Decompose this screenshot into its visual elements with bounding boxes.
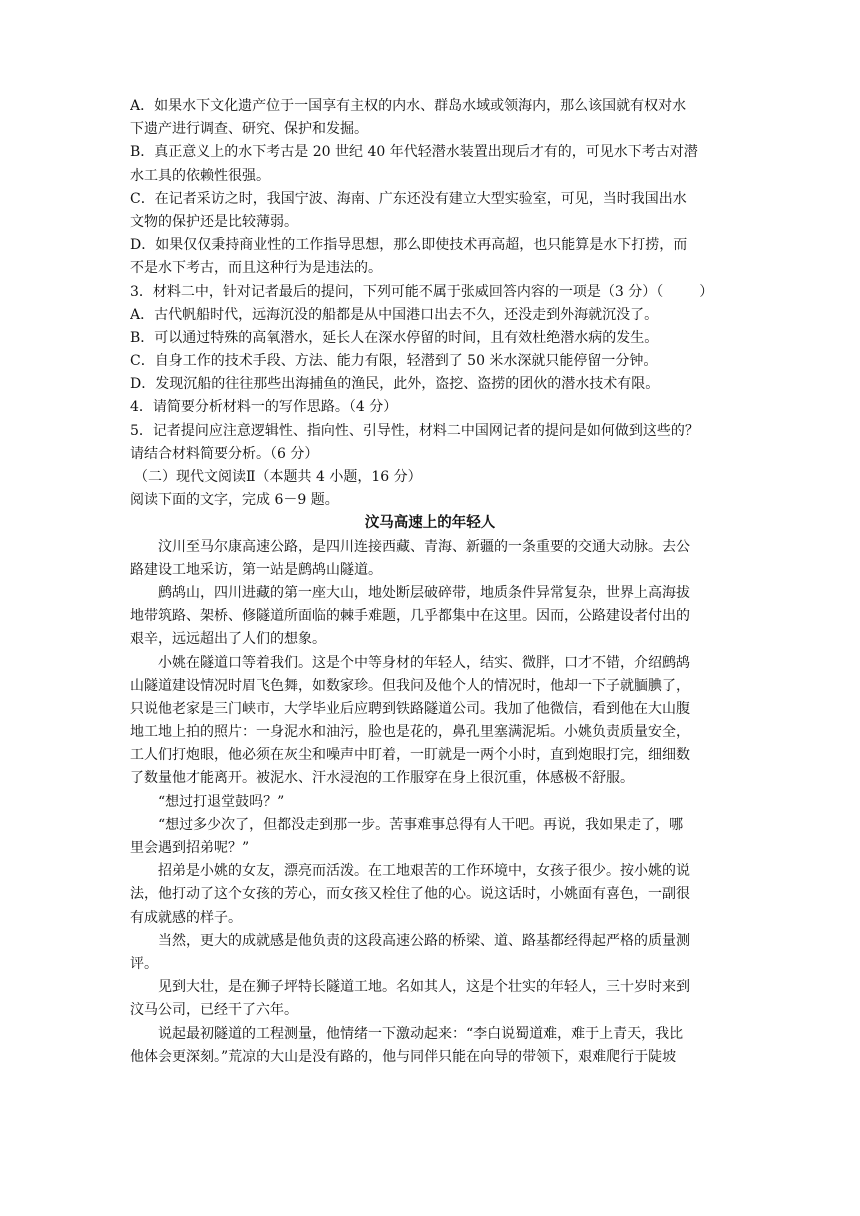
paragraph-6-line-3: 有成就感的样子。: [130, 909, 242, 926]
question-3-option-d: D．发现沉船的往往那些出海捕鱼的渔民，此外，盗挖、盗捞的团伙的潜水技术有限。: [130, 376, 660, 393]
option-d-line-1: D．如果仅仅秉持商业性的工作指导思想，那么即使技术再高超，也只能算是水下打捞，而: [130, 237, 688, 254]
paragraph-3-line-3: 只说他老家是三门峡市，大学毕业后应聘到铁路隧道公司。我加了他微信，看到他在大山腹: [130, 700, 690, 717]
paragraph-1-line-2: 路建设工地采访，第一站是鹧鸪山隧道。: [130, 561, 382, 578]
paragraph-2-line-1: 鹧鸪山，四川进藏的第一座大山，地处断层破碎带，地质条件异常复杂，世界上高海拔: [158, 584, 690, 601]
paragraph-2-line-3: 艰辛，远远超出了人们的想象。: [130, 631, 326, 648]
question-3-close: ）: [699, 283, 714, 300]
paragraph-1-line-1: 汶川至马尔康高速公路，是四川连接西藏、青海、新疆的一条重要的交通大动脉。去公: [158, 538, 690, 555]
paragraph-5-line-2: 里会遇到招弟呢？”: [130, 840, 250, 856]
question-3-option-b: B．可以通过特殊的高氧潜水，延长人在深水停留的时间，且有效杜绝潜水病的发生。: [130, 329, 659, 346]
article-title: 汶马高速上的年轻人: [364, 515, 496, 532]
option-c-line-1: C．在记者采访之时，我国宁波、海南、广东还没有建立大型实验室，可见，当时我国出水: [130, 190, 687, 207]
paragraph-4: “想过打退堂鼓吗？”: [158, 793, 285, 810]
question-3: [130, 281, 730, 304]
question-5-line-2: 请结合材料简要分析。（6 分）: [130, 445, 319, 462]
option-b-line-1: B．真正意义上的水下考古是 20 世纪 40 年代轻潜水装置出现后才有的，可见水下考古对潜: [130, 144, 698, 161]
paragraph-2-line-2: 地带筑路、架桥、修隧道所面临的棘手难题，几乎都集中在这里。因而，公路建设者付出的: [130, 608, 690, 625]
option-a-line-1: A．如果水下文化遗产位于一国享有主权的内水、群岛水域或领海内，那么该国就有权对水: [130, 98, 687, 114]
option-c-line-2: 文物的保护还是比较薄弱。: [130, 213, 298, 230]
option-b-line-2: 水工具的依赖性很强。: [130, 167, 270, 184]
paragraph-9-line-1: 说起最初隧道的工程测量，他情绪一下激动起来：“李白说蜀道难，难于上青天，我比: [158, 1025, 684, 1042]
paragraph-9-line-2: 他体会更深刻。”荒凉的大山是没有路的，他与同伴只能在向导的带领下，艰难爬行于陡坡: [130, 1048, 677, 1065]
paragraph-3-line-4: 地工地上拍的照片：一身泥水和油污，脸也是花的，鼻孔里塞满泥垢。小姚负责质量安全，: [130, 724, 690, 741]
question-3-option-c: C．自身工作的技术手段、方法、能力有限，轻潜到了 50 米水深就只能停留一分钟。: [130, 353, 658, 370]
question-3-text: 3．材料二中，针对记者最后的提问，下列可能不属于张威回答内容的一项是（3 分）（: [130, 283, 664, 300]
paragraph-8-line-2: 汶马公司，已经干了六年。: [130, 1002, 298, 1019]
paragraph-3-line-5: 工人们打炮眼，他必须在灰尘和噪声中盯着，一盯就是一两个小时，直到炮眼打完，细细数: [130, 747, 690, 764]
paragraph-6-line-1: 招弟是小姚的女友，漂亮而活泼。在工地艰苦的工作环境中，女孩子很少。按小姚的说: [158, 863, 690, 880]
paragraph-3-line-1: 小姚在隧道口等着我们。这是个中等身材的年轻人，结实、微胖，口才不错，介绍鹧鸪: [158, 654, 690, 671]
question-3-option-a: A．古代帆船时代，远海沉没的船都是从中国港口出去不久，还没走到外海就沉没了。: [130, 306, 659, 323]
paragraph-5-line-1: “想过多少次了，但都没走到那一步。苦事难事总得有人干吧。再说，我如果走了，哪: [158, 816, 684, 833]
paragraph-8-line-1: 见到大壮，是在狮子坪特长隧道工地。名如其人，这是个壮实的年轻人，三十岁时来到: [158, 979, 690, 996]
question-4: 4．请简要分析材料一的写作思路。（4 分）: [130, 399, 398, 416]
paragraph-7-line-1: 当然，更大的成就感是他负责的这段高速公路的桥梁、道、路基都经得起严格的质量测: [158, 932, 690, 949]
option-d-line-2: 不是水下考古，而且这种行为是违法的。: [130, 260, 382, 277]
section-instruction: 阅读下面的文字，完成 6－9 题。: [130, 492, 339, 509]
question-5-line-1: 5．记者提问应注意逻辑性、指向性、引导性，材料二中国网记者的提问是如何做到这些的？: [130, 422, 699, 439]
document-page: [130, 95, 730, 1069]
paragraph-3-line-2: 山隧道建设情况时眉飞色舞，如数家珍。但我问及他个人的情况时，他却一下子就腼腆了，: [130, 677, 690, 694]
paragraph-6-line-2: 法，他打动了这个女孩的芳心，而女孩又栓住了他的心。说这话时，小姚面有喜色，一副很: [130, 886, 690, 903]
paragraph-7-line-2: 评。: [130, 955, 158, 972]
option-a-line-2: 下遗产进行调查、研究、保护和发掘。: [130, 121, 368, 138]
paragraph-3-line-6: 了数量他才能离开。被泥水、汗水浸泡的工作服穿在身上很沉重，体感极不舒服。: [130, 770, 634, 787]
section-heading: （二）现代文阅读Ⅱ（本题共 4 小题，16 分）: [134, 469, 422, 485]
